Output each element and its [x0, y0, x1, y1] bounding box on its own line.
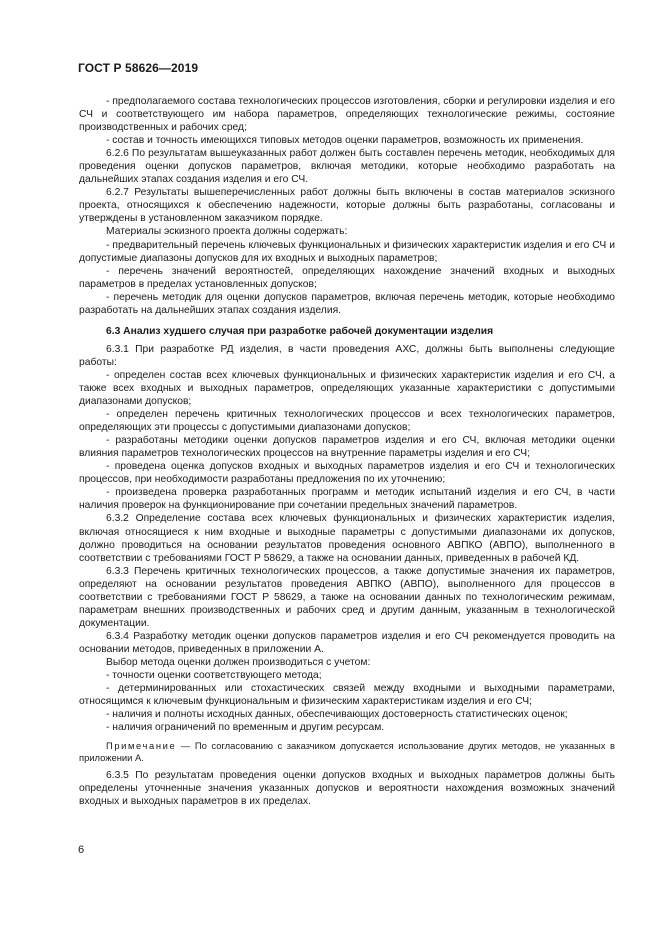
standard-header: ГОСТ Р 58626—2019 [78, 61, 199, 75]
paragraph-6-3-4: 6.3.4 Разработку методик оценки допусков параметров изделия и его СЧ рекомендуется проводить на основании методов, приведенных в приложении А. [79, 630, 615, 655]
paragraph: - произведена проверка разработанных программ и методик испытаний изделия и его СЧ, в части наличия проверок на функционирование при сочетании предельных значений параметров. [79, 487, 615, 512]
note [79, 740, 615, 764]
paragraph-6-2-6: 6.2.6 По результатам вышеуказанных работ должен быть составлен перечень методик, необходимых для проведения оценки допусков параметров, включая методики, которые необходимо разработать на дальнейших этапах создания изделия и его СЧ. [79, 148, 615, 186]
note-label: Примечание [106, 740, 177, 752]
paragraph-6-3-1: 6.3.1 При разработке РД изделия, в части проведения АХС, должны быть выполнены следующие работы: [79, 343, 615, 368]
paragraph-6-3-5: 6.3.5 По результатам проведения оценки допусков входных и выходных параметров должны быть определены уточненные значения указанных допусков и вероятности нахождения возможных значений входных и выходных параметров в их пределах. [79, 770, 615, 808]
page-number: 6 [78, 844, 85, 856]
paragraph: - предварительный перечень ключевых функциональных и физических характеристик изделия и его СЧ и допустимые диапазоны допусков для их входных и выходных параметров; [79, 239, 615, 264]
paragraph: - детерминированных или стохастических связей между входными и выходными параметрами, относящимся к ключевым функциональным и физическим характеристикам изделия и его СЧ; [79, 683, 615, 708]
paragraph: - наличия ограничений по временным и другим ресурсам. [106, 722, 385, 734]
paragraph: - проведена оценка допусков входных и выходных параметров изделия и его СЧ и технологических процессов, при необходимости разработаны предложения по их уточнению; [79, 461, 615, 486]
paragraph: Выбор метода оценки должен производиться с учетом: [106, 656, 371, 668]
paragraph-6-2-7: 6.2.7 Результаты вышеперечисленных работ должны быть включены в состав материалов эскизного проекта, относящихся к обеспечению надежности, которые должны быть разработаны, согласованы и утверждены в установленном заказчиком порядке. [79, 187, 615, 225]
section-heading-6-3: 6.3 Анализ худшего случая при разработке рабочей документации изделия [106, 325, 494, 337]
paragraph-6-3-3: 6.3.3 Перечень критичных технологических процессов, а также допустимые значения их параметров, определяют на основании результатов проведения АВПКО (АВПО), выполненного для процессов в соответствии с требованиями ГОСТ Р 58629, а также на основании данных по технологическим режимам, параметрам внешних производственных и рабочих сред и другим данным, указанным в технологической документации. [79, 565, 615, 629]
paragraph: - состав и точность имеющихся типовых методов оценки параметров, возможность их применения. [106, 135, 584, 147]
paragraph: - определен перечень критичных технологических процессов и всех технологических параметров, определяющих эти процессы с допустимыми диапазонами допусков; [79, 409, 615, 434]
paragraph: - перечень значений вероятностей, определяющих нахождение значений входных и выходных параметров в пределах установленных допусков; [79, 265, 615, 290]
paragraph-6-3-2: 6.3.2 Определение состава всех ключевых функциональных и физических характеристик изделия, включая относящиеся к ним входные и выходные параметры с допустимыми диапазонами их допусков, должно проводиться на основании результатов проведения основного АВПКО (АВПО), выполненного в соответствии с требованиями ГОСТ Р 58629, а также на основании данных, приведенных в рабочей КД. [79, 513, 615, 564]
note-text: — По согласованию с заказчиком допускается использование других методов, не указанных в приложении А. [79, 740, 615, 764]
paragraph: - определен состав всех ключевых функциональных и физических характеристик изделия и его СЧ, а также всех входных и выходных параметров, определяющих указанные характеристики с допустимыми диапазонами допусков; [79, 369, 615, 408]
paragraph: - предполагаемого состава технологических процессов изготовления, сборки и регулировки изделия и его СЧ и соответствующего им набора параметров, определяющих технологические режимы, состояние производственных и рабочих сред; [79, 96, 615, 134]
document-body [79, 95, 615, 808]
paragraph: - точности оценки соответствующего метода; [106, 670, 322, 682]
paragraph: Материалы эскизного проекта должны содержать: [106, 226, 348, 238]
paragraph: - разработаны методики оценки допусков параметров изделия и его СЧ, включая методики оценки влияния параметров технологических процессов на внутренние параметры изделия и его СЧ; [79, 435, 615, 460]
paragraph: - наличия и полноты исходных данных, обеспечивающих достоверность статистических оценок; [106, 709, 568, 721]
paragraph: - перечень методик для оценки допусков параметров, включая перечень методик, которые необходимо разработать на дальнейших этапах создания изделия. [79, 291, 615, 316]
